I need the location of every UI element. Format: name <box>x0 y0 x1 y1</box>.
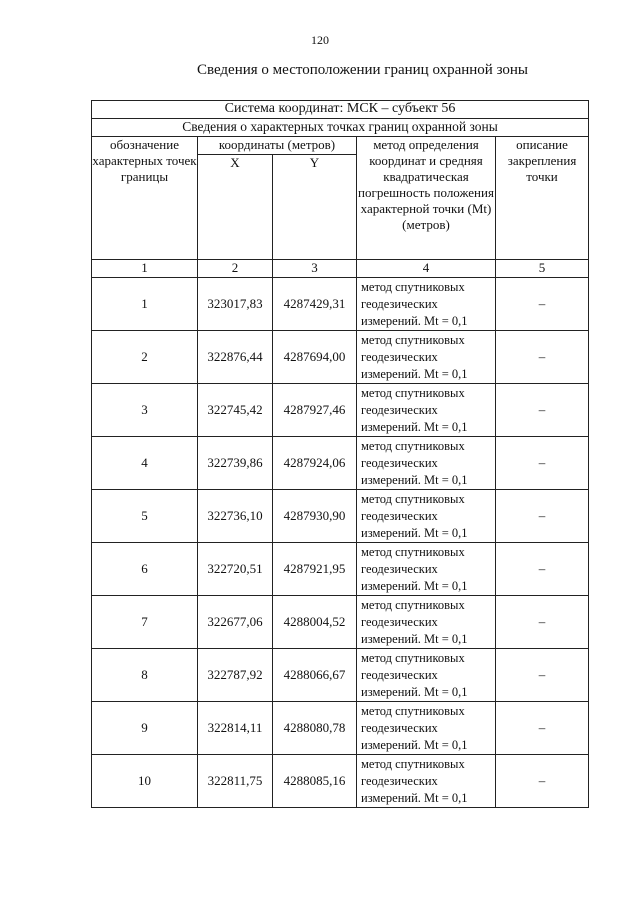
method-description: метод спутниковых геодезических измерений. Mt = 0,1 <box>357 278 496 331</box>
table-row <box>92 278 589 331</box>
column-header-coordinates: координаты (метров) <box>198 137 357 155</box>
fixation-description: – <box>496 490 589 543</box>
column-number: 3 <box>273 260 357 278</box>
table-header <box>92 101 589 278</box>
y-coordinate: 4287927,46 <box>273 384 357 437</box>
method-description: метод спутниковых геодезических измерений. Mt = 0,1 <box>357 490 496 543</box>
column-header-method: метод определения координат и средняя квадратическая погрешность положения характерной точки (Mt) (метров) <box>357 137 496 260</box>
fixation-description: – <box>496 596 589 649</box>
y-coordinate: 4288004,52 <box>273 596 357 649</box>
y-coordinate: 4287921,95 <box>273 543 357 596</box>
x-coordinate: 322811,75 <box>198 755 273 808</box>
method-description: метод спутниковых геодезических измерений. Mt = 0,1 <box>357 331 496 384</box>
fixation-description: – <box>496 543 589 596</box>
table-row <box>92 490 589 543</box>
point-number: 9 <box>92 702 198 755</box>
x-coordinate: 322736,10 <box>198 490 273 543</box>
fixation-description: – <box>496 384 589 437</box>
x-coordinate: 323017,83 <box>198 278 273 331</box>
method-description: метод спутниковых геодезических измерений. Mt = 0,1 <box>357 702 496 755</box>
y-coordinate: 4287429,31 <box>273 278 357 331</box>
column-number: 1 <box>92 260 198 278</box>
method-description: метод спутниковых геодезических измерений. Mt = 0,1 <box>357 437 496 490</box>
x-coordinate: 322814,11 <box>198 702 273 755</box>
table-body <box>92 278 589 808</box>
method-description: метод спутниковых геодезических измерений. Mt = 0,1 <box>357 384 496 437</box>
y-coordinate: 4287694,00 <box>273 331 357 384</box>
y-coordinate: 4288066,67 <box>273 649 357 702</box>
x-coordinate: 322745,42 <box>198 384 273 437</box>
column-header-designation: обозначение характерных точек границы <box>92 137 198 260</box>
method-description: метод спутниковых геодезических измерений. Mt = 0,1 <box>357 596 496 649</box>
x-coordinate: 322876,44 <box>198 331 273 384</box>
fixation-description: – <box>496 331 589 384</box>
table-row <box>92 384 589 437</box>
column-number: 5 <box>496 260 589 278</box>
y-coordinate: 4287930,90 <box>273 490 357 543</box>
column-number: 2 <box>198 260 273 278</box>
point-number: 8 <box>92 649 198 702</box>
method-description: метод спутниковых геодезических измерений. Mt = 0,1 <box>357 755 496 808</box>
column-header-x: X <box>198 155 273 260</box>
point-number: 6 <box>92 543 198 596</box>
fixation-description: – <box>496 649 589 702</box>
fixation-description: – <box>496 755 589 808</box>
y-coordinate: 4288080,78 <box>273 702 357 755</box>
table-row <box>92 702 589 755</box>
table-row <box>92 543 589 596</box>
table-row <box>92 755 589 808</box>
point-number: 10 <box>92 755 198 808</box>
fixation-description: – <box>496 437 589 490</box>
table-row <box>92 331 589 384</box>
column-header-y: Y <box>273 155 357 260</box>
column-header-description: описание закрепления точки <box>496 137 589 260</box>
page-title: Сведения о местоположении границ охранной зоны <box>196 62 529 78</box>
method-description: метод спутниковых геодезических измерений. Mt = 0,1 <box>357 649 496 702</box>
point-number: 7 <box>92 596 198 649</box>
x-coordinate: 322720,51 <box>198 543 273 596</box>
column-number-row <box>92 260 589 278</box>
fixation-description: – <box>496 702 589 755</box>
column-number: 4 <box>357 260 496 278</box>
point-number: 5 <box>92 490 198 543</box>
y-coordinate: 4287924,06 <box>273 437 357 490</box>
table-row <box>92 596 589 649</box>
page-number: 120 <box>311 33 329 47</box>
point-number: 4 <box>92 437 198 490</box>
table-row <box>92 437 589 490</box>
point-number: 2 <box>92 331 198 384</box>
point-number: 3 <box>92 384 198 437</box>
method-description: метод спутниковых геодезических измерений. Mt = 0,1 <box>357 543 496 596</box>
section-header: Сведения о характерных точках границ охранной зоны <box>92 119 589 137</box>
x-coordinate: 322677,06 <box>198 596 273 649</box>
y-coordinate: 4288085,16 <box>273 755 357 808</box>
x-coordinate: 322787,92 <box>198 649 273 702</box>
x-coordinate: 322739,86 <box>198 437 273 490</box>
point-number: 1 <box>92 278 198 331</box>
coordinates-table <box>91 100 589 808</box>
fixation-description: – <box>496 278 589 331</box>
table-row <box>92 649 589 702</box>
coordinate-system-header: Система координат: МСК – субъект 56 <box>92 101 589 119</box>
